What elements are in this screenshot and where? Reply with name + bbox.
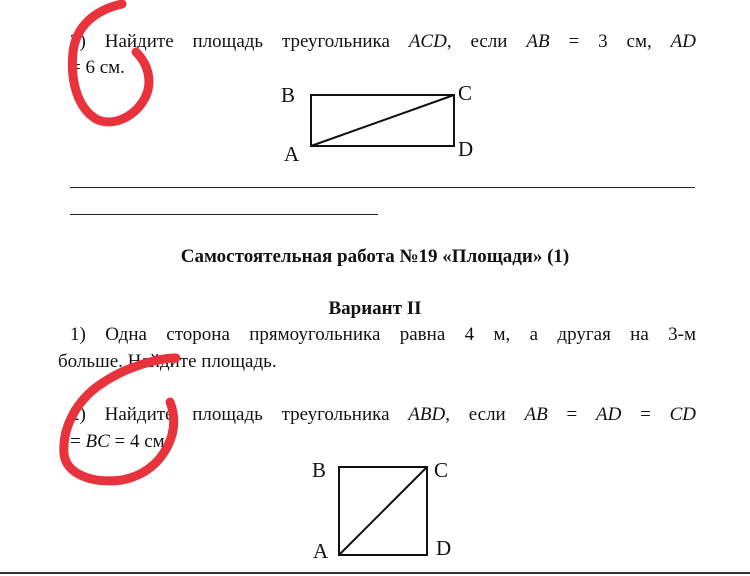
task1-line1: 1) Одна сторона прямоугольника равна 4 м, а другая на 3-м [70, 324, 696, 345]
text-run: BC [85, 431, 110, 452]
vertex-label-b: B [312, 458, 327, 482]
task1-line2: больше. Найдите площадь. [58, 351, 277, 372]
text-run: AB [524, 404, 548, 425]
vertex-label-a: A [313, 539, 329, 563]
text-run: , если [445, 404, 525, 425]
text-run: 2) Найдите площадь треугольника [70, 31, 409, 52]
vertex-label-c: C [434, 458, 449, 482]
diagonal-bd [339, 467, 427, 555]
text-run: ACD [408, 31, 447, 52]
task2-top-line2: = 6 см. [70, 57, 125, 78]
text-run: AB [526, 31, 550, 52]
text-run: , если [446, 31, 527, 52]
vertex-label-d: D [436, 536, 452, 560]
text-run: 2) Найдите площадь треугольника [70, 404, 409, 425]
text-run: = [547, 404, 596, 425]
text-run: ABD [408, 404, 446, 425]
text-run: = 4 см. [109, 431, 170, 452]
vertex-label-c: C [458, 81, 473, 105]
text-run: AD [596, 404, 622, 425]
vertex-label-a: A [284, 142, 300, 166]
vertex-label-b: B [281, 83, 296, 107]
text-run: = [70, 431, 86, 452]
text-run: = [621, 404, 670, 425]
vertex-label-d: D [458, 137, 474, 161]
worksheet-title: Самостоятельная работа №19 «Площади» (1) [180, 246, 570, 267]
variant-heading: Вариант II [328, 298, 422, 319]
text-run: = 3 см, [549, 31, 671, 52]
text-run: CD [669, 404, 696, 425]
page-bottom-edge [0, 572, 750, 574]
text-run: AD [670, 31, 696, 52]
